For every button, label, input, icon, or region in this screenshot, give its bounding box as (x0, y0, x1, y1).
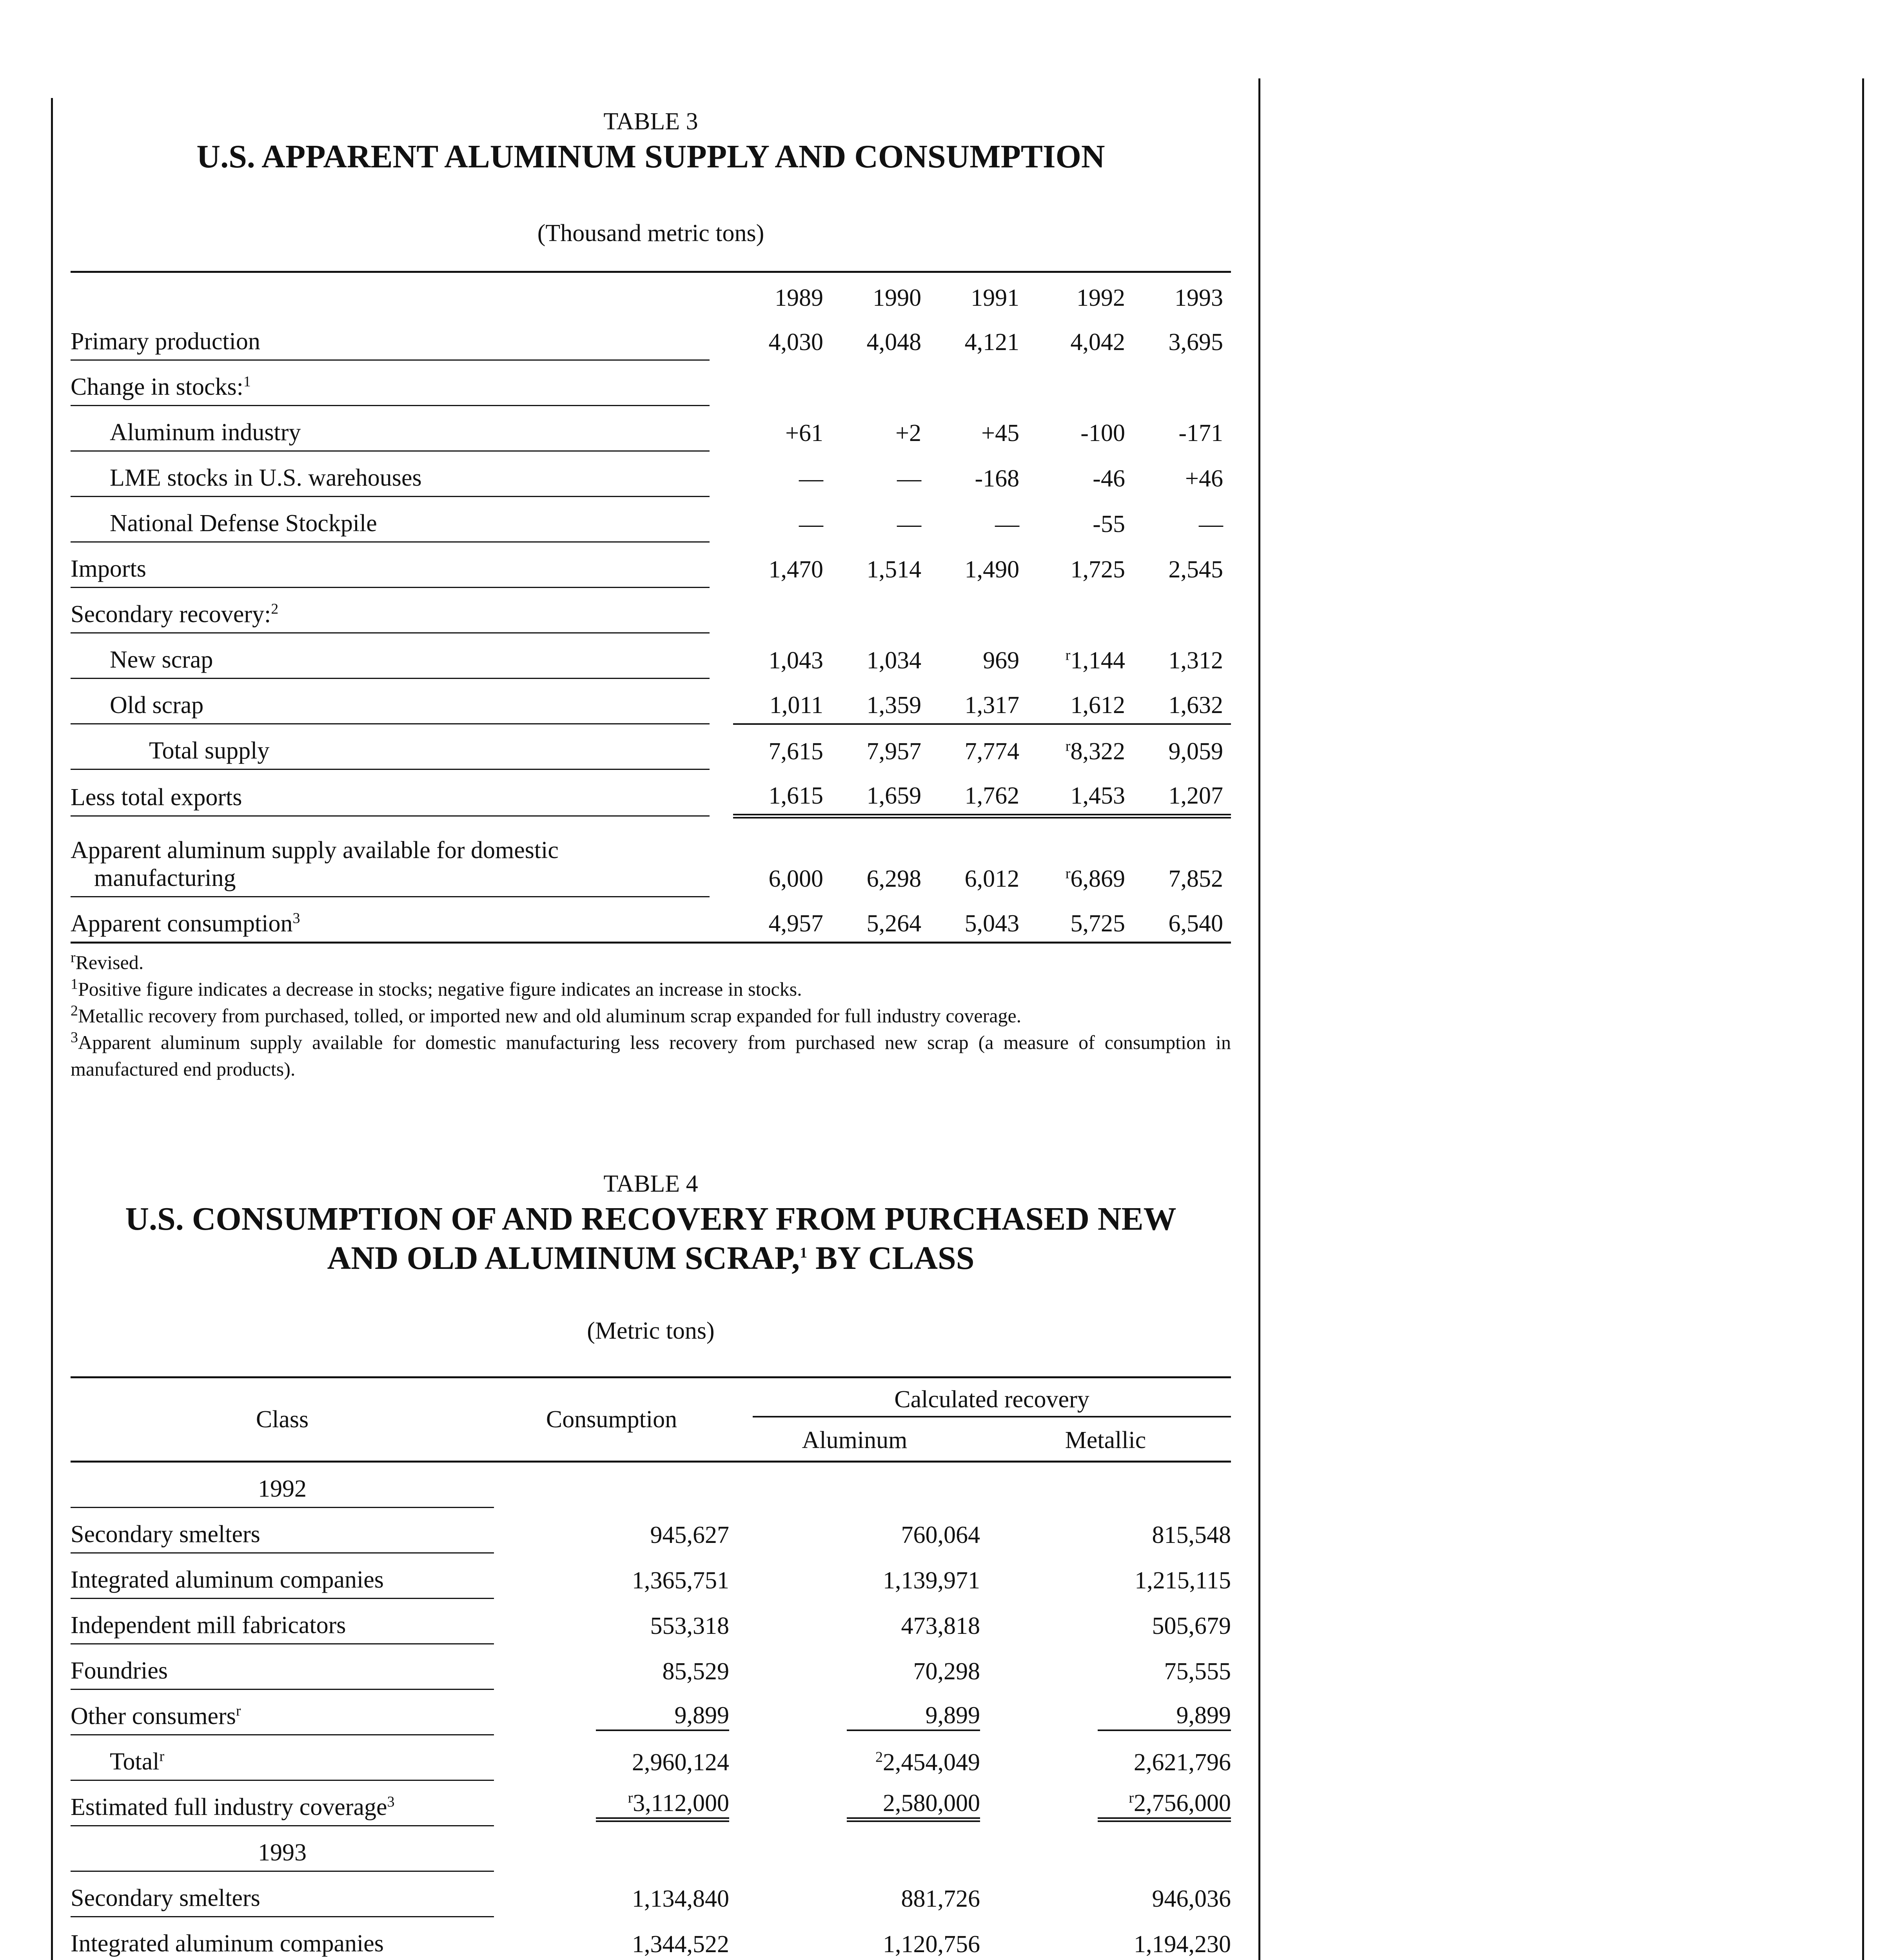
table3-row (71, 497, 1231, 542)
cell-value: 945,627 (650, 1521, 729, 1548)
table4-cell (494, 1553, 729, 1599)
cell-value: 1,470 (768, 556, 824, 583)
cell-value: 969 (983, 647, 1020, 674)
cell-value: 5,043 (964, 910, 1020, 937)
cell-value: 946,036 (1152, 1885, 1231, 1912)
table3-cell (929, 679, 1027, 724)
table3-cell (929, 542, 1027, 588)
empty-cell (729, 1462, 980, 1508)
cell-value: 1,344,522 (632, 1931, 729, 1958)
cell-value: 1,490 (964, 556, 1020, 583)
table3-row (71, 542, 1231, 588)
cell-value: — (995, 510, 1020, 537)
table3-cell (1027, 897, 1133, 943)
footnote-text: Apparent aluminum supply available for domestic manufacturing less recovery from purchased new scrap (a measure of consumption in manufactured end products). (71, 1031, 1231, 1080)
footnote-mark: 3 (71, 1029, 78, 1046)
spacer (710, 497, 733, 542)
cell-value: 1,659 (866, 782, 922, 809)
table3-cell (831, 315, 929, 360)
table4-cell (729, 1917, 980, 1960)
cell-value: — (897, 465, 922, 492)
table3-cell (831, 360, 929, 406)
table3-units: (Thousand metric tons) (537, 220, 764, 247)
table3-cell (733, 497, 831, 542)
table3-cell (1133, 451, 1231, 497)
empty-cell (494, 1826, 729, 1871)
table4-panel (71, 1168, 1231, 1960)
cell-value: 1,514 (866, 556, 922, 583)
spacer (710, 769, 733, 816)
row-label: Estimated full industry coverage$^3$ (71, 1780, 494, 1826)
empty-cell (980, 1826, 1231, 1871)
table4-cell (494, 1599, 729, 1644)
cell-value: 505,679 (1152, 1612, 1231, 1639)
cell-value: 75,555 (1164, 1658, 1231, 1685)
cell-value: 1,365,751 (632, 1567, 729, 1594)
table3-cell (831, 769, 929, 816)
table4-cell (729, 1780, 980, 1826)
table3-cell (1027, 360, 1133, 406)
footnote-mark: 1 (243, 373, 251, 390)
table3-panel (71, 106, 1231, 1082)
table3-cell (733, 633, 831, 679)
table3-cell (929, 588, 1027, 633)
row-label: Apparent aluminum supply available for domestic manufacturing (71, 816, 710, 897)
cell-value: +61 (785, 419, 824, 446)
table4-row (71, 1871, 1231, 1917)
cell-value: 473,818 (901, 1612, 980, 1639)
table3-cell (831, 542, 929, 588)
center-column-rule (1258, 78, 1260, 1960)
cell-value: +45 (981, 419, 1020, 446)
cell-value: 1,207 (1168, 782, 1223, 809)
table3-number: TABLE 3 (603, 108, 698, 135)
table3-row (71, 406, 1231, 451)
cell-value: 1,632 (1168, 691, 1223, 719)
table3-row (71, 633, 1231, 679)
table3-cell (733, 315, 831, 360)
cell-value: 1,359 (866, 691, 922, 719)
cell-value: $^r$1,144 (1065, 646, 1125, 674)
table3-cell (1133, 406, 1231, 451)
row-label: LME stocks in U.S. warehouses (71, 451, 710, 497)
cell-value: 1,134,840 (632, 1885, 729, 1912)
cell-value: — (799, 510, 824, 537)
cell-value: 6,540 (1168, 910, 1223, 937)
footnote-mark: r (159, 1748, 165, 1765)
footnote-mark: r (628, 1789, 633, 1806)
cell-value: 7,774 (964, 738, 1020, 765)
table3-cell (1027, 315, 1133, 360)
footnote-mark: 2 (875, 1748, 883, 1765)
table4-row (71, 1917, 1231, 1960)
footnote-mark: 1 (71, 976, 78, 993)
table3-row (71, 588, 1231, 633)
table3-cell (733, 769, 831, 816)
table3-cell (1133, 633, 1231, 679)
cell-value: 4,957 (768, 910, 824, 937)
row-label: Old scrap (71, 679, 710, 724)
row-label: Integrated aluminum companies (71, 1917, 494, 1960)
table4-units: (Metric tons) (587, 1318, 715, 1344)
cell-value: -168 (975, 465, 1020, 492)
empty-cell (729, 1826, 980, 1871)
cell-value: 881,726 (901, 1885, 980, 1912)
table3-cell (929, 406, 1027, 451)
metallic-header: Metallic (980, 1420, 1231, 1462)
right-column-rule (1862, 78, 1864, 1960)
table3-cell (831, 451, 929, 497)
cell-value: 6,012 (964, 865, 1020, 892)
table4-cell (729, 1599, 980, 1644)
cell-value: 5,264 (866, 910, 922, 937)
table3-cell (1133, 724, 1231, 769)
cell-value: +2 (895, 419, 922, 446)
table3-row (71, 816, 1231, 897)
table4-row (71, 1644, 1231, 1690)
table4-cell (980, 1508, 1231, 1553)
table3-cell (831, 633, 929, 679)
table3-row (71, 360, 1231, 406)
row-label: Primary production (71, 315, 710, 360)
table4-cell (494, 1508, 729, 1553)
footnote-mark: r (236, 1702, 241, 1719)
table3-cell (929, 816, 1027, 897)
recovery-header: Calculated recovery (753, 1386, 1231, 1417)
cell-value: — (799, 465, 824, 492)
table3-cell (733, 816, 831, 897)
table3-cell (733, 360, 831, 406)
table3-cell (733, 542, 831, 588)
footnote-mark: 3 (292, 910, 300, 927)
cell-value: 7,615 (768, 738, 824, 765)
empty-cell (980, 1462, 1231, 1508)
table3-row (71, 724, 1231, 769)
table3-cell (831, 497, 929, 542)
left-column-rule (51, 98, 53, 1960)
cell-value: 1,215,115 (1135, 1567, 1231, 1594)
table4-cell (494, 1871, 729, 1917)
cell-value: 1,120,756 (883, 1931, 980, 1958)
table3-cell (1133, 315, 1231, 360)
revised-mark: r (1065, 646, 1071, 663)
cell-value: 85,529 (662, 1658, 729, 1685)
footnote-text: Revised. (75, 951, 144, 973)
row-label: Secondary recovery:$^2$ (71, 588, 710, 633)
table3-cell (831, 679, 929, 724)
table3-cell (733, 451, 831, 497)
cell-value: $^2$2,454,049 (875, 1748, 980, 1776)
table3-cell (1027, 588, 1133, 633)
table3-cell (733, 406, 831, 451)
revised-mark: r (1065, 865, 1071, 882)
cell-value: 9,899 (847, 1702, 980, 1731)
cell-value: 2,545 (1168, 556, 1223, 583)
table3-cell (1133, 679, 1231, 724)
year-header: 1990 (831, 272, 929, 316)
table4-cell (729, 1508, 980, 1553)
table4-cell (494, 1644, 729, 1690)
cell-value: 1,725 (1070, 556, 1125, 583)
footnote-mark: 3 (387, 1793, 395, 1810)
table3-title: U.S. APPARENT ALUMINUM SUPPLY AND CONSUMPTION (196, 138, 1105, 175)
cell-value: 9,059 (1168, 738, 1223, 765)
spacer (710, 724, 733, 769)
table4-cell (729, 1690, 980, 1735)
table3-cell (1133, 588, 1231, 633)
footnote-text: Positive figure indicates a decrease in stocks; negative figure indicates an increase in stocks. (78, 978, 802, 1000)
table4-row (71, 1780, 1231, 1826)
cell-value: 4,048 (866, 328, 922, 356)
footnote-mark: r (1129, 1789, 1134, 1806)
table4-cell (729, 1644, 980, 1690)
cell-value: 1,317 (964, 691, 1020, 719)
table4-cell (980, 1644, 1231, 1690)
table4-title-footnote-mark: 1 (800, 1245, 808, 1261)
table4-title-line1: U.S. CONSUMPTION OF AND RECOVERY FROM PURCHASED NEW (125, 1201, 1176, 1237)
table4-title-line2: AND OLD ALUMINUM SCRAP, (327, 1240, 800, 1276)
cell-value: +46 (1185, 465, 1223, 492)
row-label: Secondary smelters (71, 1871, 494, 1917)
row-label: Secondary smelters (71, 1508, 494, 1553)
footnote-text: Metallic recovery from purchased, tolled, or imported new and old aluminum scrap expanded for full industry coverage. (78, 1005, 1022, 1027)
cell-value: -46 (1093, 465, 1125, 492)
table3-cell (1133, 360, 1231, 406)
cell-value: 1,034 (866, 647, 922, 674)
table3-cell (733, 724, 831, 769)
table4-row (71, 1553, 1231, 1599)
consumption-header: Consumption (494, 1377, 729, 1462)
table3-cell (1027, 633, 1133, 679)
row-label: Independent mill fabricators (71, 1599, 494, 1644)
table4-cell (729, 1871, 980, 1917)
table4-cell (494, 1735, 729, 1780)
table3-row (71, 769, 1231, 816)
table4-number: TABLE 4 (603, 1171, 698, 1197)
table3-row (71, 679, 1231, 724)
table3-cell (831, 406, 929, 451)
cell-value: 553,318 (650, 1612, 729, 1639)
year-header: 1992 (1027, 272, 1133, 316)
table4-row (71, 1690, 1231, 1735)
table4-cell (980, 1917, 1231, 1960)
cell-value: 760,064 (901, 1521, 980, 1548)
table3-cell (733, 588, 831, 633)
footnote (71, 1029, 1231, 1082)
class-header: Class (71, 1377, 494, 1462)
table4-cell (729, 1553, 980, 1599)
cell-value: 1,453 (1070, 782, 1125, 809)
row-label: Aluminum industry (71, 406, 710, 451)
row-label: Less total exports (71, 769, 710, 816)
row-label: Foundries (71, 1644, 494, 1690)
row-label: Integrated aluminum companies (71, 1553, 494, 1599)
table3-cell (929, 724, 1027, 769)
cell-value: 9,899 (596, 1702, 729, 1731)
spacer (710, 816, 733, 897)
cell-value: 9,899 (1098, 1702, 1231, 1731)
spacer (710, 633, 733, 679)
cell-value: $^r$3,112,000 (596, 1789, 729, 1822)
year-label: 1992 (71, 1462, 494, 1508)
row-label-cont: manufacturing (94, 865, 236, 891)
row-label: Change in stocks:$^1$ (71, 360, 710, 406)
table4-cell (980, 1599, 1231, 1644)
table3-row (71, 897, 1231, 943)
empty-cell (494, 1462, 729, 1508)
table4-cell (494, 1917, 729, 1960)
table3-cell (831, 816, 929, 897)
year-header: 1989 (733, 272, 831, 316)
cell-value: 6,298 (866, 865, 922, 892)
year-header: 1991 (929, 272, 1027, 316)
recovery-header-cell (729, 1377, 1231, 1420)
table3 (71, 271, 1231, 944)
table3-cell (929, 315, 1027, 360)
cell-value: 1,043 (768, 647, 824, 674)
table3-cell (1133, 542, 1231, 588)
table4-cell (980, 1780, 1231, 1826)
table3-cell (929, 451, 1027, 497)
cell-value: 5,725 (1070, 910, 1125, 937)
cell-value: $^r$6,869 (1065, 865, 1125, 892)
table4-header-row (71, 1377, 1231, 1420)
table3-cell (1133, 769, 1231, 816)
footnote (71, 1002, 1231, 1029)
table3-row (71, 451, 1231, 497)
cell-value: 1,011 (769, 691, 824, 719)
spacer (710, 679, 733, 724)
table4 (71, 1376, 1231, 1960)
cell-value: — (1199, 510, 1223, 537)
cell-value: — (897, 510, 922, 537)
aluminum-header: Aluminum (729, 1420, 980, 1462)
footnote-mark: 2 (71, 1002, 78, 1019)
table3-cell (831, 897, 929, 943)
table3-row (71, 315, 1231, 360)
table4-cell (980, 1553, 1231, 1599)
table3-cell (1027, 451, 1133, 497)
row-label: Total supply (71, 724, 710, 769)
cell-value: 4,121 (964, 328, 1020, 356)
cell-value: 1,615 (768, 782, 824, 809)
table3-cell (1133, 897, 1231, 943)
cell-value: $^r$2,756,000 (1098, 1789, 1231, 1822)
table3-cell (1027, 542, 1133, 588)
row-label: Total$^r$ (71, 1735, 494, 1780)
cell-value: 1,312 (1168, 647, 1223, 674)
table4-cell (980, 1690, 1231, 1735)
row-label: National Defense Stockpile (71, 497, 710, 542)
cell-value: 1,762 (964, 782, 1020, 809)
cell-value: $^r$8,322 (1065, 737, 1125, 765)
table4-cell (980, 1871, 1231, 1917)
spacer (710, 451, 733, 497)
table3-cell (1133, 816, 1231, 897)
spacer (710, 897, 733, 943)
cell-value: 6,000 (768, 865, 824, 892)
footnote (71, 976, 1231, 1002)
table3-cell (1027, 724, 1133, 769)
table4-cell (494, 1690, 729, 1735)
table3-cell (929, 497, 1027, 542)
row-label: Apparent consumption$^3$ (71, 897, 710, 943)
table3-cell (831, 588, 929, 633)
table3-header-row (71, 272, 1231, 316)
cell-value: 2,580,000 (847, 1789, 980, 1822)
table3-footnotes (71, 949, 1231, 1082)
row-label: Other consumers$^r$ (71, 1690, 494, 1735)
table4-row (71, 1599, 1231, 1644)
table3-cell (929, 633, 1027, 679)
footnote-mark: 2 (271, 601, 279, 617)
table3-cell (1027, 816, 1133, 897)
spacer (710, 588, 733, 633)
table3-cell (831, 724, 929, 769)
table3-cell (733, 679, 831, 724)
spacer (710, 315, 733, 360)
cell-value: 7,957 (866, 738, 922, 765)
revised-mark: r (1065, 737, 1071, 754)
year-label: 1993 (71, 1826, 494, 1871)
cell-value: -171 (1178, 419, 1223, 446)
table3-cell (1027, 679, 1133, 724)
table3-cell (1027, 769, 1133, 816)
cell-value: -55 (1093, 510, 1125, 537)
table3-cell (929, 360, 1027, 406)
year-row (71, 1826, 1231, 1871)
footnote (71, 949, 1231, 976)
table4-title (71, 1200, 1231, 1278)
cell-value: 70,298 (913, 1658, 980, 1685)
cell-value: -100 (1080, 419, 1125, 446)
table3-cell (929, 897, 1027, 943)
table3-cell (1027, 406, 1133, 451)
cell-value: 815,548 (1152, 1521, 1231, 1548)
year-row (71, 1462, 1231, 1508)
table4-row (71, 1508, 1231, 1553)
table4-cell (494, 1780, 729, 1826)
cell-value: 4,030 (768, 328, 824, 356)
table3-cell (733, 897, 831, 943)
year-header: 1993 (1133, 272, 1231, 316)
cell-value: 7,852 (1168, 865, 1223, 892)
table4-cell (980, 1735, 1231, 1780)
cell-value: 3,695 (1168, 328, 1223, 356)
cell-value: 1,612 (1070, 691, 1125, 719)
spacer (710, 542, 733, 588)
row-label: Imports (71, 542, 710, 588)
cell-value: 2,621,796 (1134, 1749, 1231, 1776)
cell-value: 4,042 (1070, 328, 1125, 356)
row-label: New scrap (71, 633, 710, 679)
cell-value: 1,194,230 (1134, 1931, 1231, 1958)
spacer (710, 406, 733, 451)
cell-value: 2,960,124 (632, 1749, 729, 1776)
cell-value: 1,139,971 (883, 1567, 980, 1594)
table4-title-line2-end: BY CLASS (807, 1240, 975, 1276)
footnote-mark: r (71, 949, 76, 966)
table3-cell (1027, 497, 1133, 542)
table3-cell (929, 769, 1027, 816)
table3-cell (1133, 497, 1231, 542)
spacer (710, 360, 733, 406)
table4-cell (729, 1735, 980, 1780)
table4-row (71, 1735, 1231, 1780)
